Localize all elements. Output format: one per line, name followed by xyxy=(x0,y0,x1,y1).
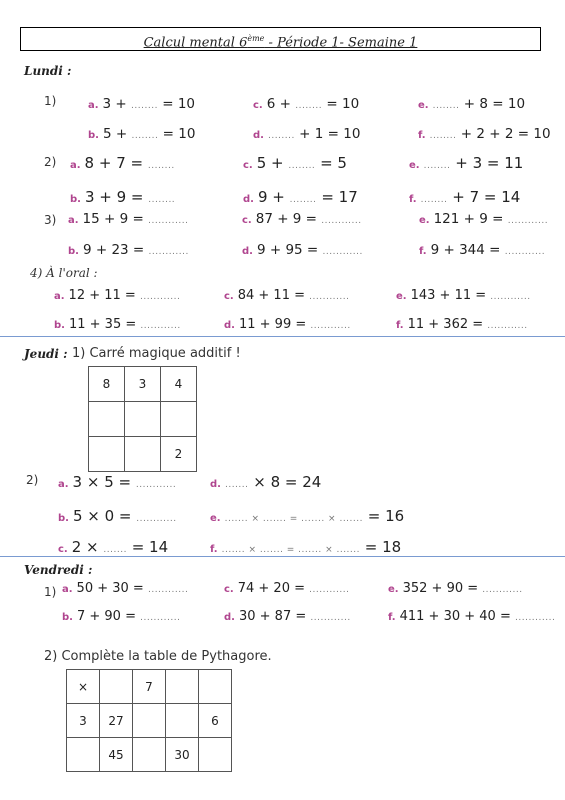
exercise-item xyxy=(419,211,548,227)
exercise-item xyxy=(396,288,531,303)
exercise-item xyxy=(409,154,523,172)
item-text: = 16 xyxy=(367,507,405,525)
item-letter: a. xyxy=(58,479,69,490)
item-text: = 17 xyxy=(321,188,358,206)
answer-blank[interactable]: ....... xyxy=(103,545,127,555)
item-text: 74 + 20 = xyxy=(237,581,306,596)
answer-blank[interactable]: ....... xyxy=(224,480,249,490)
item-letter: c. xyxy=(243,160,253,171)
day-label-vendredi: Vendredi : xyxy=(24,563,93,577)
item-text: 352 + 90 = xyxy=(402,581,479,596)
item-text: + 1 = 10 xyxy=(299,126,361,142)
item-letter: c. xyxy=(242,215,252,226)
item-letter: a. xyxy=(68,215,79,226)
answer-blank[interactable]: ........ xyxy=(420,195,448,205)
grid-cell[interactable] xyxy=(133,704,166,738)
item-text: 6 + xyxy=(266,96,291,112)
item-letter: f. xyxy=(396,320,404,331)
item-text: 9 + xyxy=(257,188,285,206)
answer-blank[interactable]: ............ xyxy=(487,321,528,331)
item-text: 30 + 87 = xyxy=(238,609,307,624)
item-text: + 7 = 14 xyxy=(452,188,521,206)
item-letter: a. xyxy=(70,160,81,171)
item-text: + 2 + 2 = 10 xyxy=(460,126,551,142)
item-letter: a. xyxy=(54,291,65,302)
grid-cell: 7 xyxy=(133,670,166,704)
answer-blank[interactable]: ........ xyxy=(289,195,317,205)
item-text: 15 + 9 = xyxy=(82,211,144,227)
exercise-item xyxy=(58,538,168,556)
exercise-item xyxy=(70,188,175,206)
answer-blank[interactable]: ............ xyxy=(309,292,350,302)
answer-blank[interactable]: ............ xyxy=(140,613,181,623)
item-text: 87 + 9 = xyxy=(255,211,317,227)
exercise-number: 2) xyxy=(26,473,39,487)
item-text: 84 + 11 = xyxy=(237,288,306,303)
answer-blank[interactable]: ........ xyxy=(267,131,295,141)
item-letter: c. xyxy=(224,584,234,595)
grid-cell: 8 xyxy=(89,367,125,402)
item-letter: c. xyxy=(58,544,68,555)
item-text: = 5 xyxy=(320,154,347,172)
answer-blank[interactable]: ............ xyxy=(309,585,350,595)
grid-cell: 30 xyxy=(166,738,199,772)
item-text: 9 + 95 = xyxy=(256,242,319,258)
item-text: = 10 xyxy=(162,96,196,112)
exercise-number: 1) xyxy=(44,585,57,599)
section-divider xyxy=(0,556,565,557)
answer-blank[interactable]: ........ xyxy=(429,131,457,141)
exercise-item xyxy=(243,188,358,206)
item-letter: e. xyxy=(388,584,399,595)
item-letter: b. xyxy=(62,612,73,623)
item-letter: d. xyxy=(224,612,235,623)
item-letter: b. xyxy=(68,246,79,257)
item-letter: a. xyxy=(62,584,73,595)
exercise-item xyxy=(210,507,404,525)
item-text: 5 + xyxy=(102,126,128,142)
item-text: 11 + 35 = xyxy=(68,317,137,332)
grid-cell[interactable] xyxy=(89,402,125,437)
exercise-item xyxy=(418,96,525,112)
grid-cell: 27 xyxy=(100,704,133,738)
exercise-item xyxy=(224,581,350,596)
item-letter: f. xyxy=(388,612,396,623)
answer-blank[interactable]: ........ xyxy=(423,161,451,171)
answer-blank[interactable]: ............ xyxy=(136,514,177,524)
answer-blank[interactable]: ............ xyxy=(321,216,362,226)
item-text: 11 + 362 = xyxy=(407,317,484,332)
exercise-item xyxy=(62,609,180,624)
item-text: + 8 = 10 xyxy=(463,96,526,112)
item-text: + 3 = 11 xyxy=(455,154,524,172)
grid-cell[interactable] xyxy=(133,738,166,772)
grid-cell: 45 xyxy=(100,738,133,772)
item-letter: c. xyxy=(253,100,263,111)
item-text: 121 + 9 = xyxy=(433,211,504,227)
item-letter: d. xyxy=(242,246,253,257)
exercise-item xyxy=(418,126,551,142)
item-text: = 18 xyxy=(364,538,402,556)
exercise-item xyxy=(54,288,180,303)
exercise-item xyxy=(224,288,350,303)
item-letter: d. xyxy=(243,194,254,205)
exercise-item xyxy=(224,609,351,624)
item-text: 50 + 30 = xyxy=(76,581,144,596)
answer-blank[interactable]: ........ xyxy=(131,101,158,111)
item-letter: e. xyxy=(419,215,430,226)
item-letter: f. xyxy=(419,246,427,257)
grid-cell[interactable] xyxy=(100,670,133,704)
exercise-item xyxy=(54,317,181,332)
worksheet-title: Calcul mental 6ème - Période 1- Semaine 1 xyxy=(20,27,541,51)
answer-blank[interactable]: ........ xyxy=(131,131,159,141)
grid-cell[interactable] xyxy=(125,437,161,472)
item-letter: d. xyxy=(224,320,235,331)
exercise-item xyxy=(242,242,363,258)
item-letter: d. xyxy=(253,130,264,141)
exercise-item xyxy=(253,126,360,142)
grid-cell: 3 xyxy=(125,367,161,402)
item-text: 5 × 0 = xyxy=(72,507,132,525)
pythagore-table xyxy=(66,669,232,772)
exercise-item xyxy=(58,473,176,491)
item-letter: a. xyxy=(88,100,99,111)
item-text: 2 × xyxy=(71,538,99,556)
grid-cell[interactable] xyxy=(199,670,232,704)
grid-cell[interactable] xyxy=(161,402,197,437)
exercise-title: 2) Complète la table de Pythagore. xyxy=(44,649,272,664)
answer-blank[interactable]: ........ xyxy=(432,101,460,111)
exercise-item xyxy=(68,211,188,227)
item-text: 3 + xyxy=(102,96,127,112)
magic-square xyxy=(88,366,197,472)
answer-blank[interactable]: ........ xyxy=(148,195,176,205)
answer-blank[interactable]: ............ xyxy=(504,247,546,257)
exercise-number: 2) xyxy=(44,155,57,169)
item-text: 12 + 11 = xyxy=(68,288,136,303)
exercise-item xyxy=(253,96,359,112)
item-letter: e. xyxy=(210,513,221,524)
answer-blank[interactable]: ............ xyxy=(515,613,556,623)
item-text: = 10 xyxy=(326,96,360,112)
answer-blank[interactable]: ............ xyxy=(148,247,189,257)
answer-blank[interactable]: ............ xyxy=(135,480,177,490)
exercise-item xyxy=(70,154,175,172)
item-letter: e. xyxy=(418,100,429,111)
answer-blank[interactable]: ............ xyxy=(310,613,351,623)
exercise-item xyxy=(388,581,523,596)
answer-blank[interactable]: ........ xyxy=(295,101,323,111)
grid-cell[interactable] xyxy=(166,670,199,704)
exercise-number: 1) xyxy=(44,94,57,108)
item-text: 3 × 5 = xyxy=(72,473,132,491)
answer-blank[interactable]: ....... × ....... = ....... × ....... xyxy=(224,514,363,524)
grid-cell: 6 xyxy=(199,704,232,738)
answer-blank[interactable]: ............ xyxy=(140,321,181,331)
answer-blank[interactable]: ............ xyxy=(482,585,523,595)
item-letter: f. xyxy=(418,130,426,141)
item-text: × 8 = 24 xyxy=(253,473,322,491)
section-divider xyxy=(0,336,565,337)
answer-blank[interactable]: ............ xyxy=(148,216,189,226)
item-text: 11 + 99 = xyxy=(238,317,307,332)
answer-blank[interactable]: ............ xyxy=(507,216,549,226)
answer-blank[interactable]: ............ xyxy=(322,247,363,257)
exercise-number: 3) xyxy=(44,213,57,227)
exercise-item xyxy=(88,96,195,112)
grid-cell[interactable] xyxy=(166,704,199,738)
item-letter: d. xyxy=(210,479,221,490)
item-letter: e. xyxy=(396,291,407,302)
exercise-item xyxy=(409,188,520,206)
item-letter: f. xyxy=(210,544,218,555)
grid-cell: 4 xyxy=(161,367,197,402)
exercise-title: 1) Carré magique additif ! xyxy=(72,346,241,361)
item-text: 3 + 9 = xyxy=(84,188,144,206)
item-letter: c. xyxy=(224,291,234,302)
exercise-item xyxy=(224,317,351,332)
exercise-item xyxy=(242,211,362,227)
item-letter: b. xyxy=(88,130,99,141)
item-text: 143 + 11 = xyxy=(410,288,487,303)
answer-blank[interactable]: ........ xyxy=(147,161,175,171)
day-label-jeudi: Jeudi : xyxy=(24,347,68,361)
exercise-item xyxy=(62,581,188,596)
answer-blank[interactable]: ............ xyxy=(490,292,531,302)
grid-cell: 2 xyxy=(161,437,197,472)
answer-blank[interactable]: ........ xyxy=(288,161,316,171)
answer-blank[interactable]: ............ xyxy=(139,292,181,302)
exercise-item xyxy=(68,242,189,258)
grid-cell: 3 xyxy=(67,704,100,738)
item-letter: b. xyxy=(58,513,69,524)
exercise-item xyxy=(210,473,321,491)
exercise-item xyxy=(243,154,347,172)
exercise-item xyxy=(396,317,528,332)
grid-cell[interactable] xyxy=(199,738,232,772)
exercise-item xyxy=(210,538,401,556)
answer-blank[interactable]: ............ xyxy=(310,321,351,331)
item-letter: b. xyxy=(54,320,65,331)
item-text: 5 + xyxy=(256,154,284,172)
item-letter: b. xyxy=(70,194,81,205)
answer-blank[interactable]: ............ xyxy=(147,585,189,595)
exercise-item xyxy=(419,242,545,258)
exercise-item xyxy=(88,126,195,142)
day-label-lundi: Lundi : xyxy=(24,64,72,78)
item-text: 9 + 23 = xyxy=(82,242,145,258)
exercise-item xyxy=(58,507,177,525)
item-text: 8 + 7 = xyxy=(84,154,144,172)
item-text: 411 + 30 + 40 = xyxy=(399,609,511,624)
grid-cell[interactable] xyxy=(125,402,161,437)
exercise-number: 4) À l'oral : xyxy=(30,266,98,280)
item-letter: f. xyxy=(409,194,417,205)
exercise-item xyxy=(388,609,555,624)
item-text: = 14 xyxy=(131,538,169,556)
answer-blank[interactable]: ....... × ....... = ....... × ....... xyxy=(221,545,361,555)
item-letter: e. xyxy=(409,160,420,171)
grid-cell: × xyxy=(67,670,100,704)
grid-cell[interactable] xyxy=(67,738,100,772)
grid-cell[interactable] xyxy=(89,437,125,472)
item-text: = 10 xyxy=(162,126,196,142)
item-text: 9 + 344 = xyxy=(430,242,501,258)
item-text: 7 + 90 = xyxy=(76,609,136,624)
